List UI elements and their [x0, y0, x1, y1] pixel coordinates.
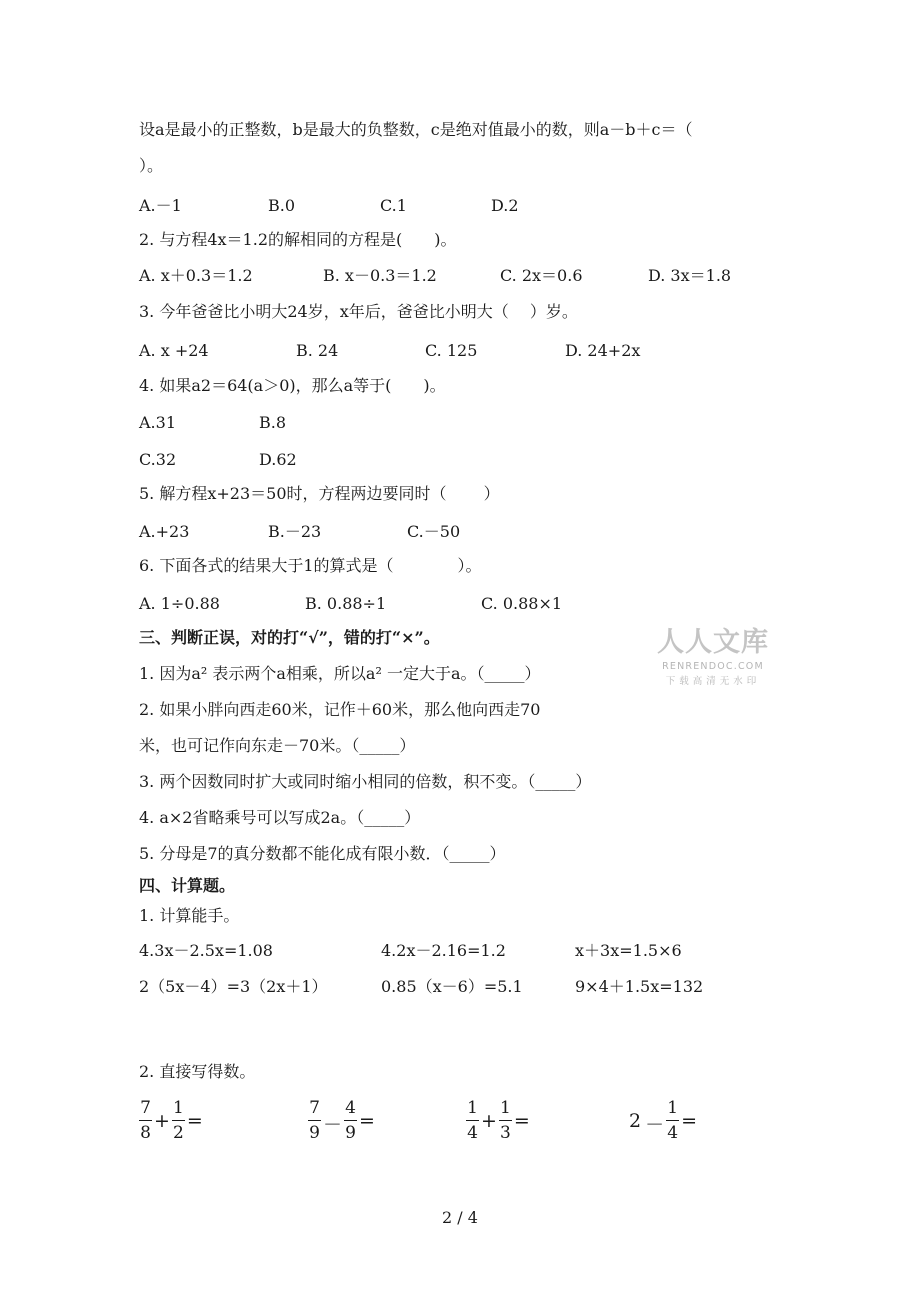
operator: － — [645, 1114, 665, 1136]
operator: + — [154, 1110, 170, 1132]
equals-sign: = — [359, 1110, 375, 1132]
q6-option-a: A. 1÷0.88 — [139, 594, 220, 613]
q2-option-b: B. x－0.3＝1.2 — [323, 266, 437, 285]
frac-denominator: 4 — [467, 1123, 478, 1143]
option-a: A.－1 — [139, 196, 182, 215]
judge-item-2-cont: 米，也可记作向东走－70米。（_____） — [139, 736, 416, 755]
q3-option-b: B. 24 — [296, 341, 339, 360]
section-3-heading: 三、判断正误，对的打“√”，错的打“×”。 — [139, 628, 440, 647]
frac-numerator: 4 — [345, 1098, 356, 1118]
frac-denominator: 3 — [500, 1123, 511, 1143]
q3-option-d: D. 24+2x — [565, 341, 641, 360]
frac-numerator: 1 — [500, 1098, 511, 1118]
equation-2-3: 9×4＋1.5x=132 — [575, 977, 704, 996]
frac-numerator: 7 — [309, 1098, 320, 1118]
watermark-url: RENRENDOC.COM — [662, 661, 764, 672]
question-6: 6. 下面各式的结果大于1的算式是（ ）。 — [139, 556, 482, 575]
watermark-logo — [648, 620, 778, 687]
equals-sign: = — [186, 1110, 203, 1132]
watermark-main: 人人文库 — [657, 627, 769, 658]
q4-option-a: A.31 — [139, 413, 176, 432]
fraction-expr-3 — [466, 1098, 532, 1143]
question-intro-line2: ）。 — [139, 156, 164, 175]
equals-sign: = — [681, 1110, 698, 1132]
equation-2-1: 2（5x－4）=3（2x＋1） — [139, 977, 328, 996]
q2-option-c: C. 2x＝0.6 — [500, 266, 583, 285]
q6-option-b: B. 0.88÷1 — [305, 594, 387, 613]
calc-sub1: 1. 计算能手。 — [139, 906, 240, 925]
watermark-sub: 下载高清无水印 — [665, 676, 761, 687]
q3-option-a: A. x +24 — [139, 341, 209, 360]
q4-option-b: B.8 — [259, 413, 287, 432]
equation-1-3: x＋3x=1.5×6 — [575, 941, 682, 960]
frac-denominator: 2 — [173, 1123, 184, 1143]
question-5: 5. 解方程x+23＝50时，方程两边要同时（ ） — [139, 484, 500, 503]
question-3: 3. 今年爸爸比小明大24岁，x年后，爸爸比小明大（ ）岁。 — [139, 302, 578, 321]
option-d: D.2 — [491, 196, 519, 215]
calc-sub2: 2. 直接写得数。 — [139, 1062, 256, 1081]
judge-item-4: 4. a×2省略乘号可以写成2a。（_____） — [139, 808, 421, 827]
equation-1-1: 4.3x－2.5x=1.08 — [139, 941, 273, 960]
equation-1-2: 4.2x－2.16=1.2 — [381, 941, 506, 960]
judge-item-2: 2. 如果小胖向西走60米，记作＋60米，那么他向西走70 — [139, 700, 541, 719]
frac-numerator: 1 — [467, 1098, 478, 1118]
operator: － — [323, 1114, 343, 1136]
question-2: 2. 与方程4x＝1.2的解相同的方程是( )。 — [139, 230, 457, 249]
frac-denominator: 9 — [309, 1123, 320, 1143]
question-4: 4. 如果a2＝64(a＞0)，那么a等于( )。 — [139, 376, 446, 395]
equals-sign: = — [513, 1110, 530, 1132]
q4-option-d: D.62 — [259, 450, 297, 469]
q5-option-a: A.+23 — [139, 522, 190, 541]
option-b: B.0 — [268, 196, 296, 215]
judge-item-1: 1. 因为a² 表示两个a相乘，所以a² 一定大于a。（_____） — [139, 664, 541, 683]
frac-denominator: 9 — [345, 1123, 356, 1143]
frac-numerator: 1 — [667, 1098, 679, 1118]
whole-number: 2 — [629, 1110, 642, 1132]
question-intro-line1: 设a是最小的正整数，b是最大的负整数，c是绝对值最小的数，则a－b＋c＝（ — [139, 120, 693, 139]
frac-numerator: 7 — [140, 1098, 151, 1118]
operator: + — [481, 1110, 497, 1132]
judge-item-3: 3. 两个因数同时扩大或同时缩小相同的倍数，积不变。（_____） — [139, 772, 592, 791]
equation-2-2: 0.85（x－6）=5.1 — [381, 977, 523, 996]
frac-denominator: 8 — [140, 1123, 151, 1143]
judge-item-5: 5. 分母是7的真分数都不能化成有限小数．（_____） — [139, 844, 506, 863]
q2-option-d: D. 3x＝1.8 — [648, 266, 732, 285]
fraction-expr-4 — [627, 1098, 699, 1143]
frac-numerator: 1 — [173, 1098, 184, 1118]
q4-option-c: C.32 — [139, 450, 177, 469]
fraction-expr-2 — [308, 1098, 377, 1143]
fraction-row — [0, 1098, 920, 1158]
q6-option-c: C. 0.88×1 — [481, 594, 563, 613]
option-c: C.1 — [380, 196, 407, 215]
fraction-expr-1 — [139, 1098, 205, 1143]
q5-option-c: C.－50 — [407, 522, 461, 541]
q5-option-b: B.－23 — [268, 522, 322, 541]
q2-option-a: A. x＋0.3＝1.2 — [139, 266, 253, 285]
section-4-heading: 四、计算题。 — [139, 876, 236, 895]
frac-denominator: 4 — [667, 1123, 679, 1143]
q3-option-c: C. 125 — [425, 341, 478, 360]
page-number: 2 / 4 — [442, 1208, 478, 1227]
